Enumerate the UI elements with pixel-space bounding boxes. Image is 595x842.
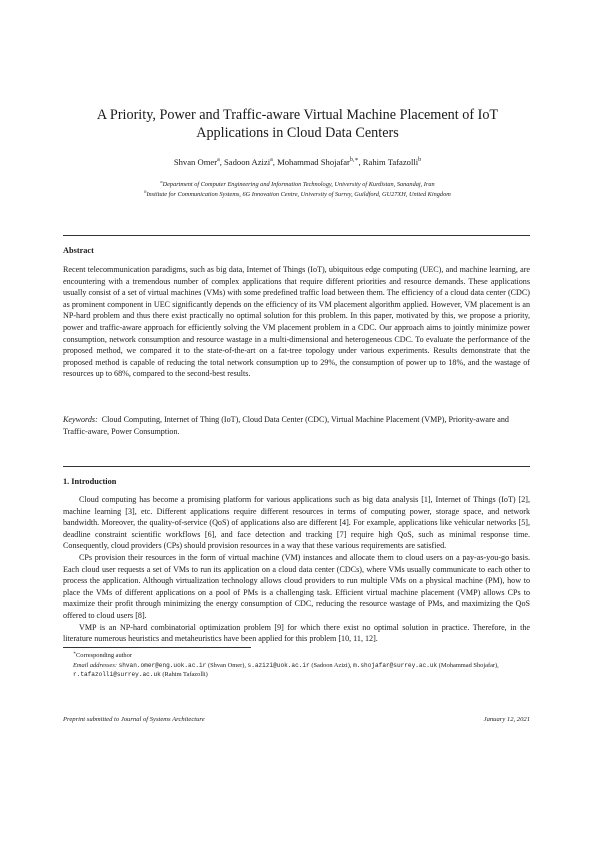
keywords-label: Keywords: xyxy=(63,415,98,424)
email-link[interactable]: r.tafazolli@surrey.ac.uk xyxy=(73,671,161,679)
email-label: Email addresses: xyxy=(73,661,117,669)
email-link[interactable]: shvan.omer@eng.uok.ac.ir xyxy=(118,661,207,669)
footer-journal: Preprint submitted to Journal of Systems Architecture xyxy=(63,716,205,723)
title-line-2: Applications in Cloud Data Centers xyxy=(196,125,399,141)
paper-title xyxy=(70,106,525,142)
author: Shvan Omer$^a$ xyxy=(173,157,220,167)
intro-paragraph: CPs provision their resources in the form of virtual machine (VM) instances and allocate them to cloud users on a pay-as-you-go basis. Each cloud user requests a set of VMs to run its application on a cloud data center (CDCs), where VMs usually communicate to each other to process the application. Although virtualization technology allows cloud providers to run multiple VMs on a physical machine (PM), how to place the VMs of different applications on a pool of PMs is a challenging task. Efficient virtual machine placement (VMP) allows CPs to maximize their profit through minimizing the energy consumption of CDC, reducing the resource wastage of PMs, and maximizing the QoS offered to cloud users [8]. xyxy=(63,552,530,620)
footnote-rule xyxy=(63,647,251,648)
affiliation-b: $^b$Institute for Communication Systems, 6G Innovation Centre, University of Surrey, Guildford, GU27XH, United Kingdom xyxy=(144,188,451,198)
author: Mohammad Shojafar$^{b,∗}$ xyxy=(277,157,359,167)
intro-paragraph: VMP is an NP-hard combinatorial optimization problem [9] for which there exist no optimal solution in practice. Therefore, in the literature numerous heuristics and metaheuristics have been applied for this problem [10, 11, 12]. xyxy=(63,622,530,644)
footnotes xyxy=(63,651,530,680)
abstract-heading: Abstract xyxy=(63,246,94,255)
affiliations xyxy=(60,180,535,200)
footer-date: January 12, 2021 xyxy=(483,716,530,723)
intro-paragraph: Cloud computing has become a promising platform for various applications such as big data analysis [1], Internet of Things (IoT) [2], machine learning [3], etc. Different applications require different resources in terms of computing power, storage space, and network bandwidth. Moreover, the quality-of-service (QoS) of applications also are different [4]. For example, applications like vehicular networks [5], deadline constraint scientific workflows [6], and face detection and tracking [7] require high QoS, such as minimal response time. Consequently, cloud providers (CPs) should provision resources in a way that these various requirements are satisfied. xyxy=(63,495,530,551)
abstract-text: Recent telecommunication paradigms, such as big data, Internet of Things (IoT), ubiquitous edge computing (UEC), and machine learning, are encountering with a tremendous number of complex applications that require different priorities and resource demands. These applications usually consist of a set of virtual machines (VMs) with some predefined traffic load between them. The efficiency of a cloud data center (CDC) as prominent component in UEC significantly depends on the efficiency of its VM placement algorithm applied. However, VM placement is an NP-hard problem and thus there exist practically no optimal solution for this problem. In this paper, motivated by this, we propose a priority, power and traffic-aware approach for efficiently solving the VM placement problem in a CDC. Our approach aims to jointly minimize power consumption, network consumption and resource wastage in a multi-dimensional and heterogeneous CDC. To evaluate the performance of the proposed method, we compared it to the state-of-the-art on a fat-tree topology under various experiments. Results demonstrate that the proposed method is capable of reducing the total network consumption up to 29%, the consumption of power up to 18%, and the wastage of resources up to 68%, compared to the second-best results. xyxy=(63,265,530,379)
affiliation-a: $^a$Department of Computer Engineering and Information Technology, University of Kurdistan, Sanandaj, Iran xyxy=(160,178,435,188)
keywords xyxy=(63,414,530,437)
footnote-corresponding: ∗Corresponding author xyxy=(73,649,132,659)
author-list: Shvan Omer$^a$, Sadoon Azizi$^a$, Mohammad Shojafar$^{b,∗}$, Rahim Tafazolli$^b$ xyxy=(173,157,422,167)
email-link[interactable]: s.azizi@uok.ac.ir xyxy=(247,661,310,669)
introduction-body xyxy=(63,494,530,645)
email-link[interactable]: m.shojafar@surrey.ac.uk xyxy=(353,661,438,669)
author: Sadoon Azizi$^a$ xyxy=(224,157,273,167)
section-heading: 1. Introduction xyxy=(63,477,117,486)
divider-bottom xyxy=(63,466,530,467)
divider-top xyxy=(63,235,530,236)
footnote-emails: Email addresses: shvan.omer@eng.uok.ac.ir (Shvan Omer), s.azizi@uok.ac.ir (Sadoon Azizi), m.shojafar@surrey.ac.uk (Mohammad Shojafar), r.tafazolli@surrey.ac.uk (Rahim Tafazolli) xyxy=(73,661,499,679)
title-line-1: A Priority, Power and Traffic-aware Virtual Machine Placement of IoT xyxy=(96,107,499,123)
keywords-text: Cloud Computing, Internet of Thing (IoT), Cloud Data Center (CDC), Virtual Machine Placement (VMP), Priority-aware and Traffic-aware, Power Consumption. xyxy=(63,415,509,436)
author: Rahim Tafazolli$^b$ xyxy=(362,157,422,167)
